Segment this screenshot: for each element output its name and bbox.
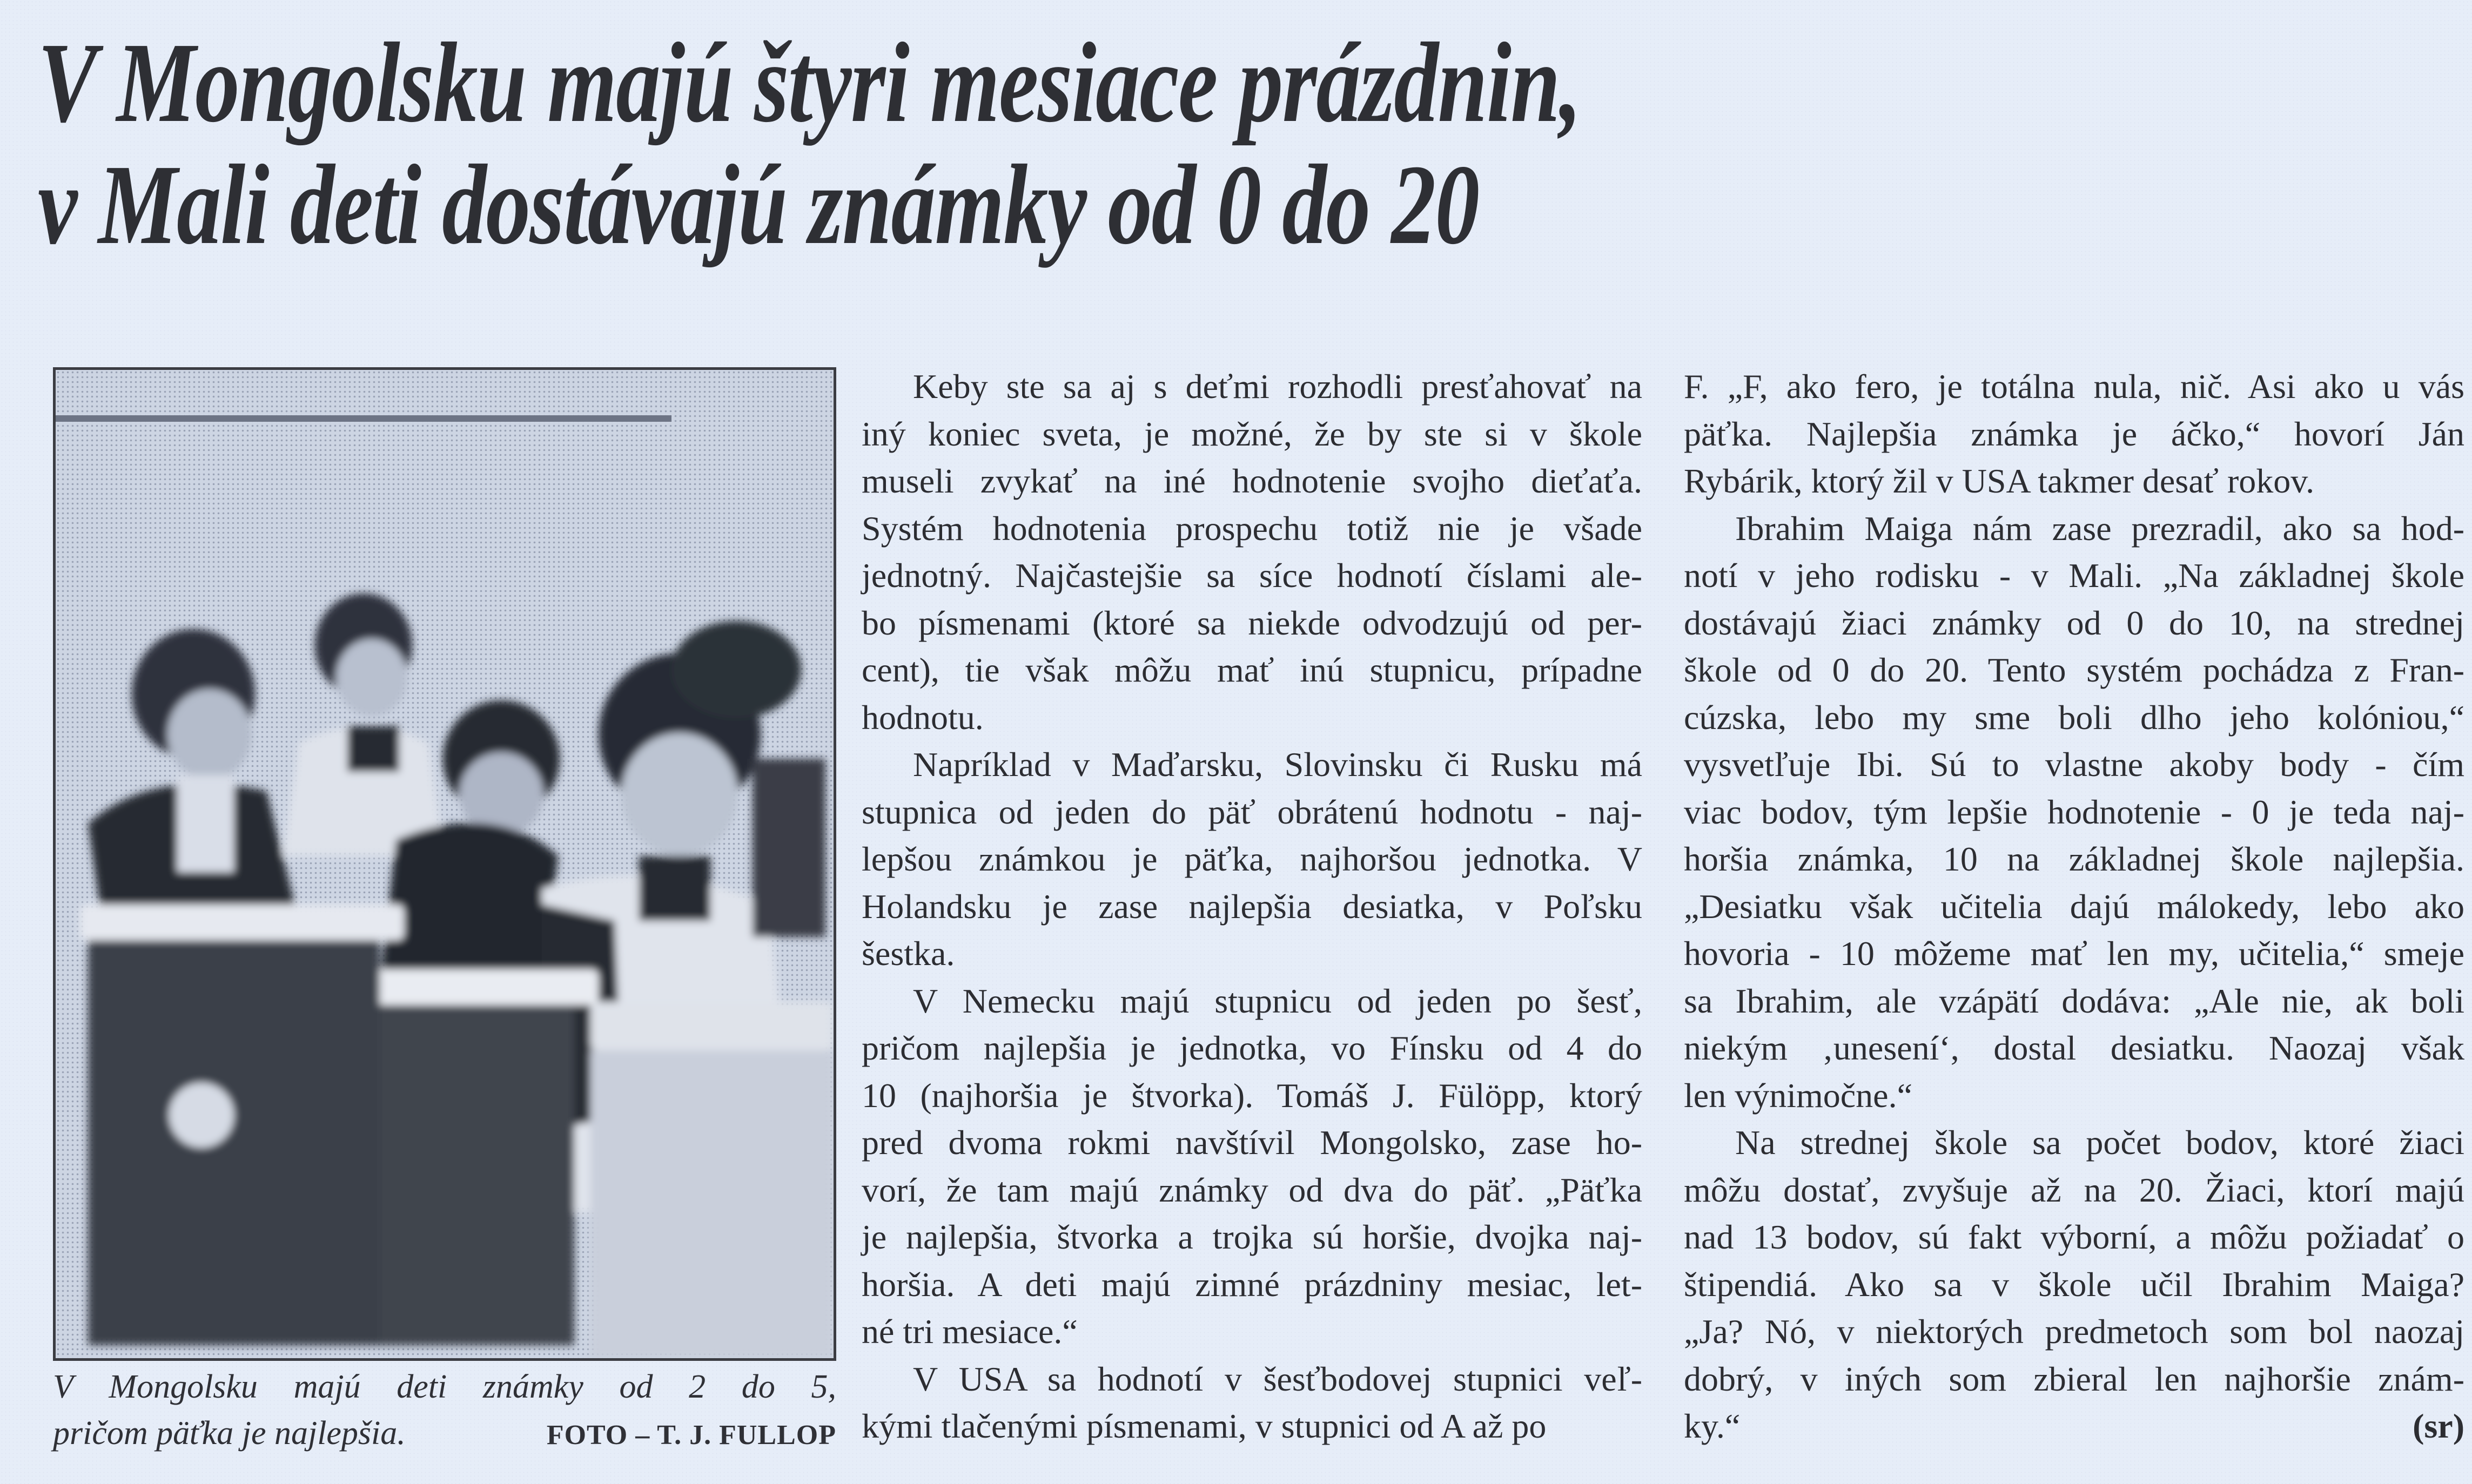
article-line: V USA sa hodnotí v šesťbodovej stupnici veľ-	[913, 1359, 1642, 1398]
photo-caption	[53, 1364, 836, 1459]
author-signature: (sr)	[2413, 1407, 2464, 1445]
article-line: sa Ibrahim, ale vzápätí dodáva: „Ale nie, ak boli	[1684, 981, 2464, 1020]
article-line: štipendiá. Ako sa v škole učil Ibrahim Maiga?	[1684, 1265, 2464, 1304]
article-line: môžu dostať, zvyšuje až na 20. Žiaci, ktorí majú	[1684, 1170, 2464, 1209]
article-line: šestka.	[862, 934, 955, 973]
headline-line-1: V Mongolsku majú štyri mesiace prázdnin,	[38, 19, 1581, 146]
article-line: niekým ‚unesení‘, dostal desiatku. Naozaj však	[1684, 1029, 2464, 1067]
article-paragraph	[862, 363, 1642, 741]
article-line: je najlepšia, štvorka a trojka sú horšie, dvojka naj-	[862, 1218, 1642, 1256]
photo-credit: FOTO – T. J. FULLOP	[546, 1420, 836, 1451]
article-line: „Ja? Nó, v niektorých predmetoch som bol naozaj	[1684, 1312, 2464, 1351]
article-line: viac bodov, tým lepšie hodnotenie - 0 je teda naj-	[1684, 792, 2464, 831]
article-line: né tri mesiace.“	[862, 1312, 1078, 1351]
classroom-photo-illustration	[56, 370, 834, 1358]
article-line: museli zvykať na iné hodnotenie svojho dieťaťa.	[862, 462, 1642, 500]
article-line: nad 13 bodov, sú fakt výborní, a môžu požiadať o	[1684, 1218, 2464, 1256]
article-line: škole od 0 do 20. Tento systém pochádza z Fran-	[1684, 651, 2464, 689]
article-line: ky.“ (sr)	[1684, 1402, 2464, 1450]
article-line: Systém hodnotenia prospechu totiž nie je všade	[862, 509, 1642, 548]
article-line: Napríklad v Maďarsku, Slovinsku či Rusku má	[913, 745, 1642, 784]
article-paragraph	[862, 741, 1642, 977]
article-line: V Nemecku majú stupnicu od jeden po šesť,	[913, 981, 1642, 1020]
article-line: dostávajú žiaci známky od 0 do 10, na strednej	[1684, 603, 2464, 642]
article-line: len výnimočne.“	[1684, 1076, 1912, 1115]
article-line: „Desiatku však učitelia dajú málokedy, lebo ako	[1684, 887, 2464, 926]
article-line: dobrý, v iných som zbieral len najhoršie znám-	[1684, 1359, 2464, 1398]
caption-line-1: V Mongolsku majú deti známky od 2 do 5,	[53, 1368, 836, 1405]
article-line: pred dvoma rokmi navštívil Mongolsko, zase ho-	[862, 1123, 1642, 1162]
article-line: horšia. A deti majú zimné prázdniny mesiac, let-	[862, 1265, 1642, 1304]
caption-line-2: pričom päťka je najlepšia.	[53, 1415, 406, 1452]
article-line: Ibrahim Maiga nám zase prezradil, ako sa hod-	[1735, 509, 2464, 548]
article-paragraph	[1684, 1119, 2464, 1450]
article-line: kými tlačenými písmenami, v stupnici od A až po	[862, 1407, 1547, 1445]
article-paragraph	[862, 977, 1642, 1355]
article-line: Holandsku je zase najlepšia desiatka, v Poľsku	[862, 887, 1642, 926]
article-line: notí v jeho rodisku - v Mali. „Na základnej škole	[1684, 556, 2464, 595]
article-line: Keby ste sa aj s deťmi rozhodli presťahovať na	[913, 367, 1642, 406]
article-line: iný koniec sveta, je možné, že by ste si v škole	[862, 414, 1642, 453]
article-column-2	[1684, 363, 2464, 1450]
article-line: hodnotu.	[862, 698, 984, 737]
article-line: hovoria - 10 môžeme mať len my, učitelia,“ smeje	[1684, 934, 2464, 973]
article-line: Rybárik, ktorý žil v USA takmer desať rokov.	[1684, 462, 2315, 500]
article-line: lepšou známkou je päťka, najhoršou jednotka. V	[862, 840, 1642, 878]
article-column-1	[862, 363, 1642, 1450]
article-line: 10 (najhoršia je štvorka). Tomáš J. Fülöpp, ktorý	[862, 1076, 1642, 1115]
article-paragraph	[1684, 505, 2464, 1119]
article-line: cúzska, lebo my sme boli dlho jeho kolóniou,“	[1684, 698, 2464, 737]
article-line: vorí, že tam majú známky od dva do päť. „Päťka	[862, 1170, 1642, 1209]
article-line: stupnica od jeden do päť obrátenú hodnotu - naj-	[862, 792, 1642, 831]
article-line: päťka. Najlepšia známka je áčko,“ hovorí Ján	[1684, 414, 2464, 453]
article-line: bo písmenami (ktoré sa niekde odvodzujú od per-	[862, 603, 1642, 642]
article-line: pričom najlepšia je jednotka, vo Fínsku od 4 do	[862, 1029, 1642, 1067]
article-line: vysvetľuje Ibi. Sú to vlastne akoby body - čím	[1684, 745, 2464, 784]
article-line: jednotný. Najčastejšie sa síce hodnotí číslami ale-	[862, 556, 1642, 595]
article-photo	[53, 367, 836, 1361]
headline-line-2: v Mali deti dostávajú známky od 0 do 20	[38, 141, 1479, 268]
article-line: Na strednej škole sa počet bodov, ktoré žiaci	[1735, 1123, 2464, 1162]
article-line: F. „F, ako fero, je totálna nula, nič. Asi ako u vás	[1684, 367, 2464, 406]
article-line: horšia známka, 10 na základnej škole najlepšia.	[1684, 840, 2464, 878]
headline	[38, 19, 1934, 268]
article-paragraph	[1684, 363, 2464, 505]
article-paragraph	[862, 1355, 1642, 1450]
article-line: cent), tie však môžu mať inú stupnicu, prípadne	[862, 651, 1642, 689]
